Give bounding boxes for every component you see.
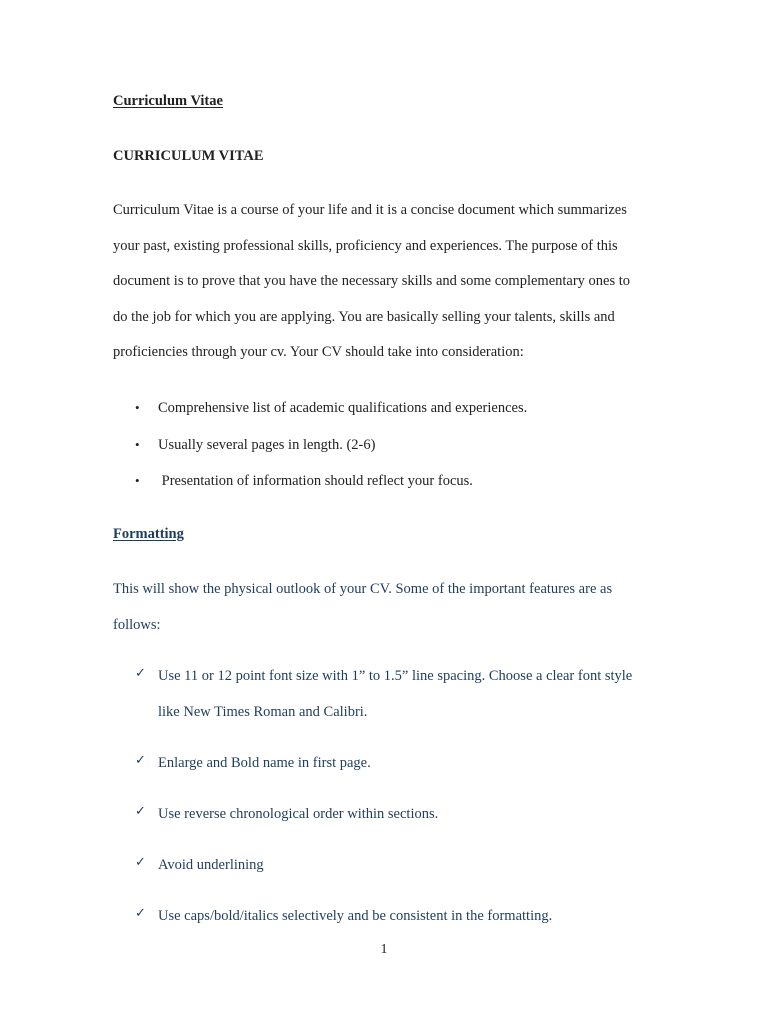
check-item-text: Enlarge and Bold name in first page. xyxy=(158,755,371,771)
list-item-text: Presentation of information should reflect your focus. xyxy=(158,473,473,489)
bullet-icon: • xyxy=(135,473,140,488)
check-item-text-continued: like New Times Roman and Calibri. xyxy=(158,703,368,720)
check-item-text: Use reverse chronological order within sections. xyxy=(158,806,439,822)
intro-line: do the job for which you are applying. You are basically selling your talents, skills and xyxy=(113,308,615,325)
checkmark-icon: ✓ xyxy=(135,753,146,768)
formatting-intro-line: This will show the physical outlook of your CV. Some of the important features are as xyxy=(113,581,613,597)
intro-paragraph xyxy=(113,200,673,378)
document-title: Curriculum Vitae xyxy=(113,93,223,109)
formatting-intro xyxy=(113,579,612,650)
page-number: 1 xyxy=(380,942,388,957)
bullet-icon: • xyxy=(135,436,140,452)
checkmark-icon: ✓ xyxy=(135,804,146,819)
check-item-text: Use caps/bold/italics selectively and be consistent in the formatting. xyxy=(158,908,553,924)
document-heading: CURRICULUM VITAE xyxy=(113,148,264,164)
checkmark-icon: ✓ xyxy=(135,906,146,921)
list-item-text: Comprehensive list of academic qualifications and experiences. xyxy=(158,400,528,416)
check-item-text: Use 11 or 12 point font size with 1” to 1.5” line spacing. Choose a clear font style xyxy=(158,668,633,684)
check-item-text: Avoid underlining xyxy=(158,857,264,873)
intro-line: document is to prove that you have the necessary skills and some complementary ones to xyxy=(113,273,631,289)
list-item-text: Usually several pages in length. (2-6) xyxy=(158,436,376,453)
checkmark-icon: ✓ xyxy=(135,666,146,681)
bullet-icon: • xyxy=(135,400,140,415)
formatting-intro-line: follows: xyxy=(113,616,161,633)
checkmark-icon: ✓ xyxy=(135,855,146,870)
formatting-heading: Formatting xyxy=(113,526,184,542)
intro-line: your past, existing professional skills, proficiency and experiences. The purpose of this xyxy=(113,237,618,254)
intro-line: Curriculum Vitae is a course of your life and it is a concise document which summarizes xyxy=(113,202,627,218)
intro-line: proficiencies through your cv. Your CV should take into consideration: xyxy=(113,344,524,360)
